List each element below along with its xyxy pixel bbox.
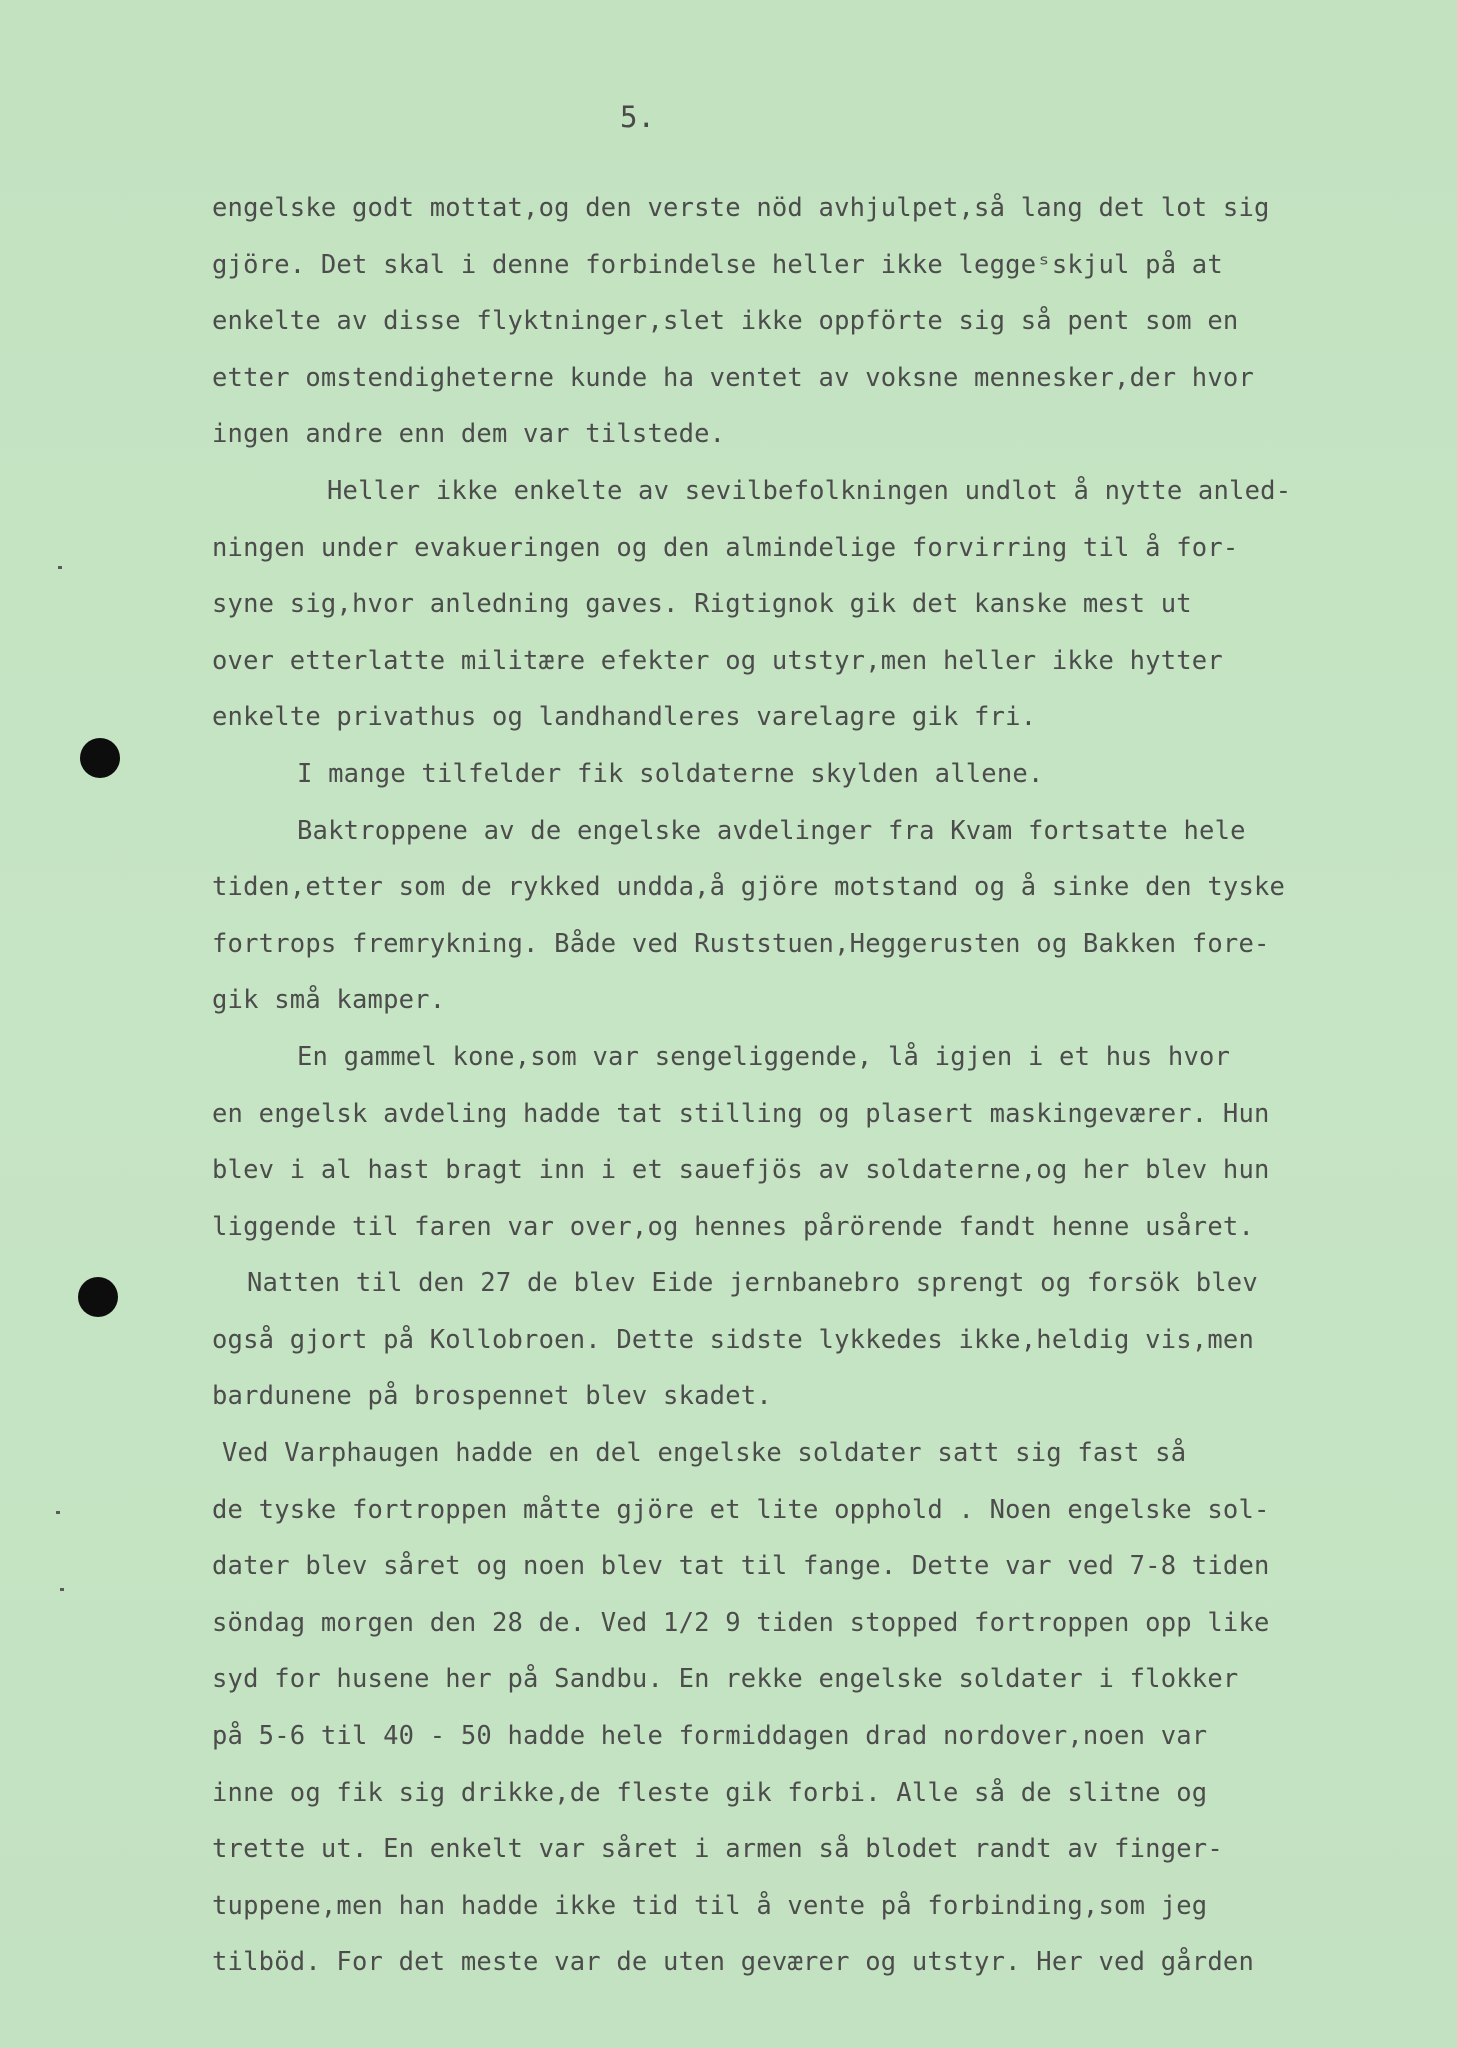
text-line: liggende til faren var over,og hennes pårörende fandt henne usåret.: [212, 1211, 1255, 1242]
text-line: enkelte av disse flyktninger,slet ikke oppförte sig så pent som en: [212, 306, 1239, 337]
text-line: En gammel kone,som var sengeliggende, lå igjen i et hus hvor: [297, 1041, 1231, 1072]
text-line: Baktroppene av de engelske avdelinger fra Kvam fortsatte hele: [297, 815, 1246, 846]
text-line: dater blev såret og noen blev tat til fange. Dette var ved 7-8 tiden: [212, 1551, 1270, 1582]
paragraph: [212, 1425, 1412, 1991]
text-line: gik små kamper.: [212, 985, 446, 1016]
text-line: fortrops fremrykning. Både ved Ruststuen,Heggerusten og Bakken fore-: [212, 928, 1270, 959]
text-line: syne sig,hvor anledning gaves. Rigtignok gik det kanske mest ut: [212, 589, 1192, 620]
text-line: også gjort på Kollobroen. Dette sidste lykkedes ikke,heldig vis,men: [212, 1324, 1255, 1355]
paragraph: [212, 803, 1412, 1029]
text-line: syd for husene her på Sandbu. En rekke engelske soldater i flokker: [212, 1664, 1239, 1695]
text-line: gjöre. Det skal i denne forbindelse heller ikke leggeˢskjul på at: [212, 249, 1223, 280]
text-line: engelske godt mottat,og den verste nöd avhjulpet,så lang det lot sig: [212, 193, 1270, 223]
text-line: enkelte privathus og landhandleres varelagre gik fri.: [212, 702, 1037, 733]
text-line: inne og fik sig drikke,de fleste gik forbi. Alle så de slitne og: [212, 1777, 1208, 1808]
document-body: [212, 180, 1412, 1991]
punch-hole: [78, 1277, 118, 1317]
text-line: ningen under evakueringen og den almindelige forvirring til å for-: [212, 532, 1239, 563]
paragraph: [212, 463, 1412, 746]
text-line: etter omstendigheterne kunde ha ventet av voksne mennesker,der hvor: [212, 362, 1255, 393]
paper-speck: [56, 1511, 60, 1514]
text-line: trette ut. En enkelt var såret i armen så blodet randt av finger-: [212, 1834, 1223, 1865]
text-line: Natten til den 27 de blev Eide jernbanebro sprengt og forsök blev: [247, 1268, 1258, 1299]
paragraph: [212, 180, 1412, 463]
text-line: Heller ikke enkelte av sevilbefolkningen undlot å nytte anled-: [327, 475, 1292, 506]
text-line: over etterlatte militære efekter og utstyr,men heller ikke hytter: [212, 645, 1223, 676]
text-line: på 5-6 til 40 - 50 hadde hele formiddagen drad nordover,noen var: [212, 1721, 1208, 1752]
text-line: I mange tilfelder fik soldaterne skylden allene.: [297, 758, 1044, 789]
punch-hole: [80, 738, 120, 778]
text-line: söndag morgen den 28 de. Ved 1/2 9 tiden stopped fortroppen opp like: [212, 1607, 1270, 1638]
text-line: de tyske fortroppen måtte gjöre et lite opphold . Noen engelske sol-: [212, 1494, 1270, 1525]
text-line: bardunene på brospennet blev skadet.: [212, 1381, 772, 1412]
paragraph: [212, 1029, 1412, 1255]
paper-speck: [60, 1588, 64, 1591]
text-line: tilböd. For det meste var de uten geværer og utstyr. Her ved gården: [212, 1947, 1255, 1978]
text-line: tuppene,men han hadde ikke tid til å vente på forbinding,som jeg: [212, 1890, 1208, 1921]
text-line: Ved Varphaugen hadde en del engelske soldater satt sig fast så: [222, 1438, 1187, 1469]
text-line: en engelsk avdeling hadde tat stilling og plasert maskingeværer. Hun: [212, 1098, 1270, 1129]
text-line: ingen andre enn dem var tilstede.: [212, 419, 726, 450]
paragraph: [212, 746, 1412, 803]
text-line: blev i al hast bragt inn i et sauefjös av soldaterne,og her blev hun: [212, 1155, 1270, 1186]
paragraph: [212, 1255, 1412, 1425]
page-number: 5.: [620, 100, 655, 134]
text-line: tiden,etter som de rykked undda,å gjöre motstand og å sinke den tyske: [212, 872, 1286, 903]
paper-speck: [58, 566, 62, 569]
